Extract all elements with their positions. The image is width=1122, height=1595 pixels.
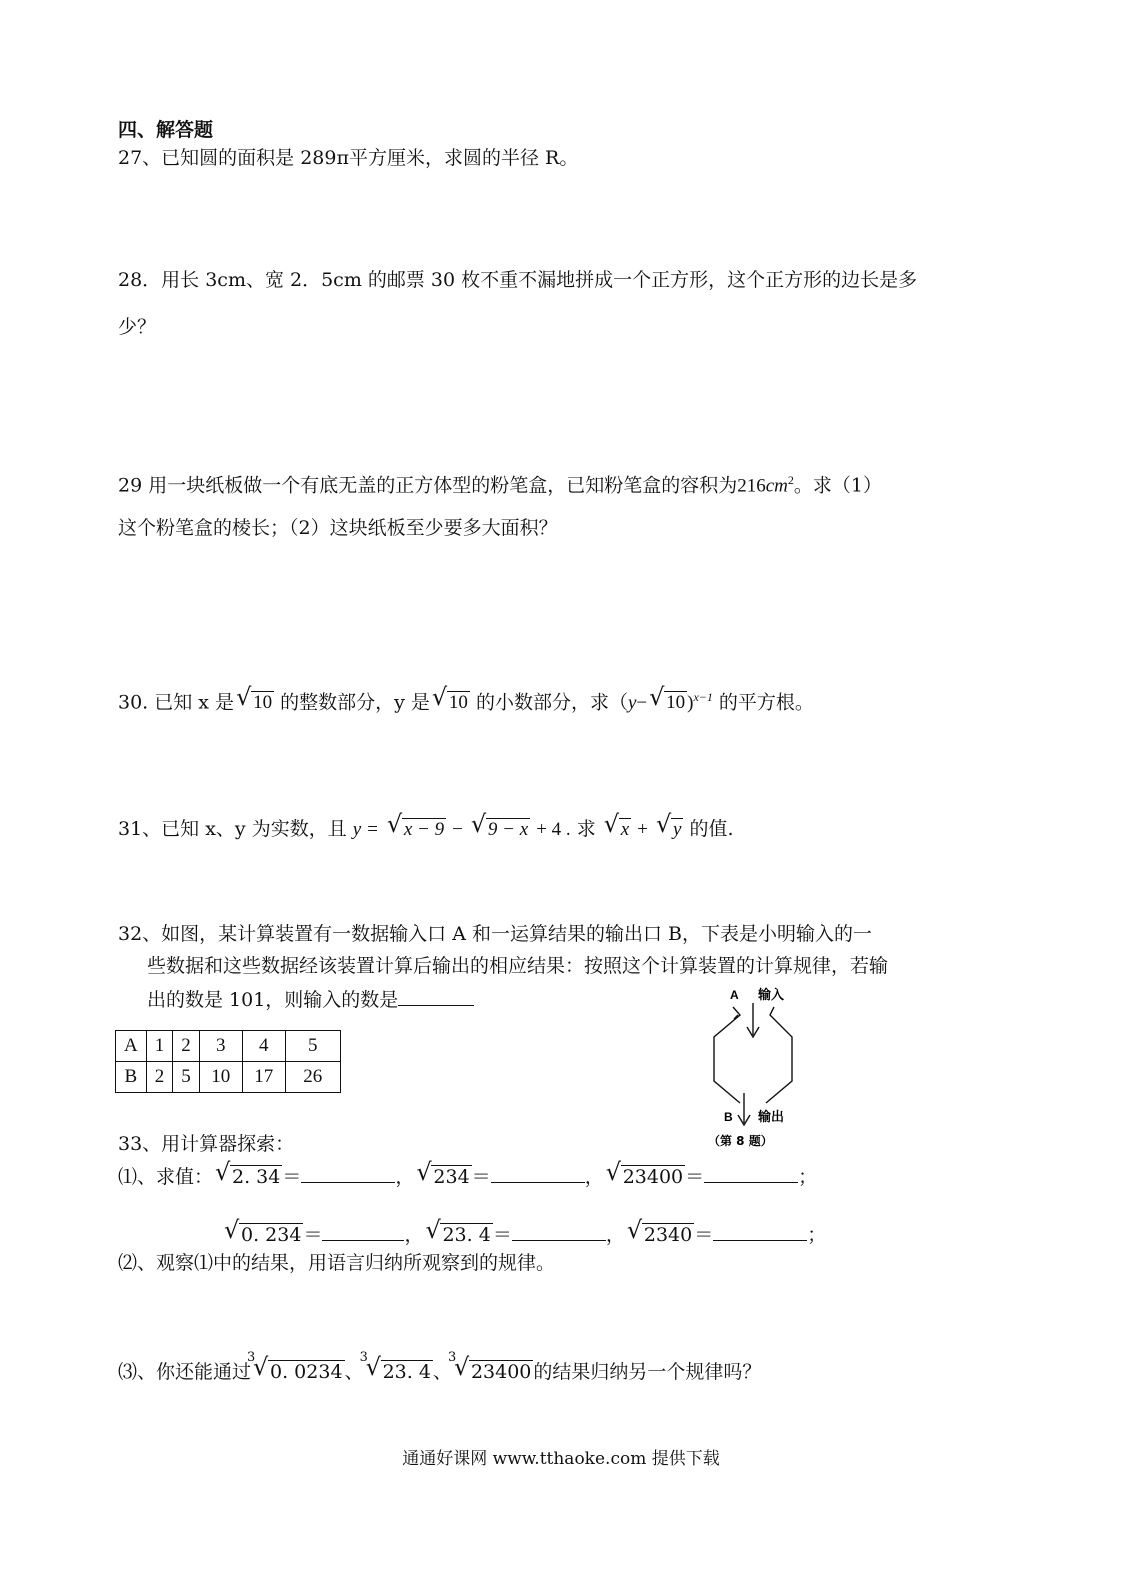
table-cell: 5 <box>173 1062 200 1093</box>
answer-blank[interactable] <box>301 1162 395 1183</box>
figure-label-b: B <box>724 1110 733 1124</box>
radicand: 23. 4 <box>442 1224 491 1246</box>
table-cell: 17 <box>242 1062 285 1093</box>
radicand: x − 9 <box>403 819 445 840</box>
io-table <box>115 1030 341 1093</box>
radicand: 23400 <box>622 1166 684 1188</box>
q31-text-2: 求 <box>576 818 596 840</box>
q30-text-3: 的小数部分，求（ <box>475 691 628 714</box>
answer-blank[interactable] <box>713 1220 807 1241</box>
radicand: 0. 0234 <box>270 1361 343 1383</box>
q29-text-b: 。求（1） <box>793 474 882 497</box>
sqrt-0-234: √ 0. 234 <box>224 1216 302 1246</box>
question-29-line2: 这个粉笔盒的棱长；（2）这块纸板至少要多大面积？ <box>118 517 558 539</box>
q29-text-a: 29 用一块纸板做一个有底无盖的正方体型的粉笔盒，已知粉笔盒的容积为 <box>118 474 738 497</box>
answer-blank[interactable] <box>398 985 474 1006</box>
sqrt-10-c: √ 10 <box>649 683 686 714</box>
sqrt-23400: √ 23400 <box>605 1158 684 1188</box>
root-index: 3 <box>359 1350 368 1365</box>
table-row <box>116 1062 341 1093</box>
radicand: 2340 <box>643 1224 693 1246</box>
sqrt-x-minus-9: √ x − 9 <box>386 810 445 840</box>
radicand: 10 <box>666 692 686 714</box>
sqrt-2340: √ 2340 <box>626 1216 693 1246</box>
equals-sign: ＝ <box>282 1166 302 1188</box>
q33-part3-tail: 的结果归纳另一个规律吗？ <box>533 1361 762 1383</box>
q33-part1-row2 <box>222 1216 827 1249</box>
q31-plus-4: + 4 . <box>536 819 571 840</box>
figure-label-a: A <box>730 988 739 1002</box>
answer-blank[interactable] <box>491 1162 585 1183</box>
q31-text-3: 的值. <box>689 818 734 840</box>
question-32-line3 <box>147 985 474 1014</box>
q29-unit: cm <box>765 475 788 497</box>
section-title: 四、解答题 <box>118 119 214 141</box>
question-33-title: 33、用计算器探索： <box>118 1133 295 1155</box>
q30-text-4: 的平方根。 <box>718 691 814 714</box>
question-29-line1 <box>118 466 882 500</box>
question-32-line1: 32、如图，某计算装置有一数据输入口 A 和一运算结果的输出口 B，下表是小明输入的一 <box>118 923 872 945</box>
q30-minus: − <box>636 692 648 714</box>
table-cell: B <box>116 1062 147 1093</box>
equals-sign: ＝ <box>694 1224 714 1246</box>
question-27: 27、已知圆的面积是 289π平方厘米，求圆的半径 R。 <box>118 147 579 169</box>
table-cell: 2 <box>146 1062 173 1093</box>
question-32-line2: 些数据和这些数据经该装置计算后输出的相应结果：按照这个计算装置的计算规律，若输 <box>147 955 889 977</box>
sqrt-234: √ 234 <box>416 1158 470 1188</box>
radicand: 10 <box>448 692 468 714</box>
q32-text: 出的数是 101，则输入的数是 <box>147 989 399 1011</box>
question-30 <box>118 683 814 717</box>
sqrt-10-b: √ 10 <box>431 683 468 714</box>
table-cell: 1 <box>146 1031 173 1062</box>
cbrt-23400: 3 √ 23400 <box>452 1358 533 1386</box>
q30-close-paren: ) <box>687 692 694 714</box>
comma: ， <box>395 1166 415 1188</box>
q30-exponent: x−1 <box>693 690 713 704</box>
table-cell: 2 <box>173 1031 200 1062</box>
radicand: 23400 <box>470 1361 532 1383</box>
answer-blank[interactable] <box>704 1162 798 1183</box>
q33-part1-label: ⑴、求值： <box>118 1166 214 1188</box>
figure-label-output: 输出 <box>758 1110 785 1125</box>
table-cell: 3 <box>199 1031 242 1062</box>
sqrt-2-34: √ 2. 34 <box>215 1158 281 1188</box>
q33-part1-row1 <box>118 1158 818 1191</box>
radicand: 0. 234 <box>241 1224 302 1246</box>
semicolon: ； <box>798 1166 818 1188</box>
cbrt-0-0234: 3 √ 0. 0234 <box>251 1358 345 1386</box>
q31-minus: − <box>452 819 463 840</box>
q29-volume: 216 <box>737 475 766 497</box>
q31-eq: y = <box>352 819 379 840</box>
sqrt-y: √ y <box>656 810 682 840</box>
answer-blank[interactable] <box>512 1220 606 1241</box>
question-31 <box>118 810 734 844</box>
radicand: 2. 34 <box>232 1166 281 1188</box>
table-cell: 26 <box>285 1062 340 1093</box>
comma: ， <box>404 1224 424 1246</box>
figure-caption: （第 8 题） <box>708 1134 773 1148</box>
table-cell: 10 <box>199 1062 242 1093</box>
equals-sign: ＝ <box>492 1224 512 1246</box>
radicand: 234 <box>433 1166 470 1188</box>
separator: 、 <box>432 1361 452 1383</box>
q33-part3 <box>118 1350 762 1386</box>
sqrt-10-a: √ 10 <box>236 683 273 714</box>
equals-sign: ＝ <box>471 1166 491 1188</box>
page-footer: 通通好课网 www.tthaoke.com 提供下载 <box>402 1449 720 1469</box>
comma: ， <box>605 1224 625 1246</box>
radicand: 10 <box>253 692 273 714</box>
cbrt-23-4: 3 √ 23. 4 <box>364 1358 433 1386</box>
equals-sign: ＝ <box>685 1166 705 1188</box>
radicand: 9 − x <box>487 819 529 840</box>
q30-text-2: 的整数部分，y 是 <box>280 691 430 714</box>
question-28-line1: 28．用长 3cm、宽 2．5cm 的邮票 30 枚不重不漏地拼成一个正方形，这个正方形的边长是多 <box>118 269 918 291</box>
semicolon: ； <box>807 1224 827 1246</box>
q30-text-1: 30. 已知 x 是 <box>118 691 235 714</box>
q31-text-1: 31、已知 x、y 为实数，且 <box>118 818 347 840</box>
q33-part2: ⑵、观察⑴中的结果，用语言归纳所观察到的规律。 <box>118 1252 556 1274</box>
sqrt-x: √ x <box>603 810 630 840</box>
comma: ， <box>584 1166 604 1188</box>
q30-y: y <box>627 692 637 714</box>
radicand: x <box>620 819 630 840</box>
table-cell: A <box>116 1031 147 1062</box>
calculator-device-figure <box>700 985 810 1150</box>
question-28-line2: 少？ <box>118 316 157 338</box>
table-row <box>116 1031 341 1062</box>
equals-sign: ＝ <box>303 1224 323 1246</box>
table-cell: 5 <box>285 1031 340 1062</box>
radicand: 23. 4 <box>382 1361 431 1383</box>
separator: 、 <box>344 1361 364 1383</box>
answer-blank[interactable] <box>322 1220 404 1241</box>
radicand: y <box>673 819 682 840</box>
figure-label-input: 输入 <box>758 988 785 1003</box>
root-index: 3 <box>247 1350 256 1365</box>
sqrt-23-4: √ 23. 4 <box>425 1216 491 1246</box>
q29-exponent: 2 <box>787 473 794 487</box>
table-cell: 4 <box>242 1031 285 1062</box>
sqrt-9-minus-x: √ 9 − x <box>470 810 529 840</box>
q31-plus: + <box>637 819 648 840</box>
q33-part3-label: ⑶、你还能通过 <box>118 1361 252 1383</box>
root-index: 3 <box>447 1350 457 1365</box>
